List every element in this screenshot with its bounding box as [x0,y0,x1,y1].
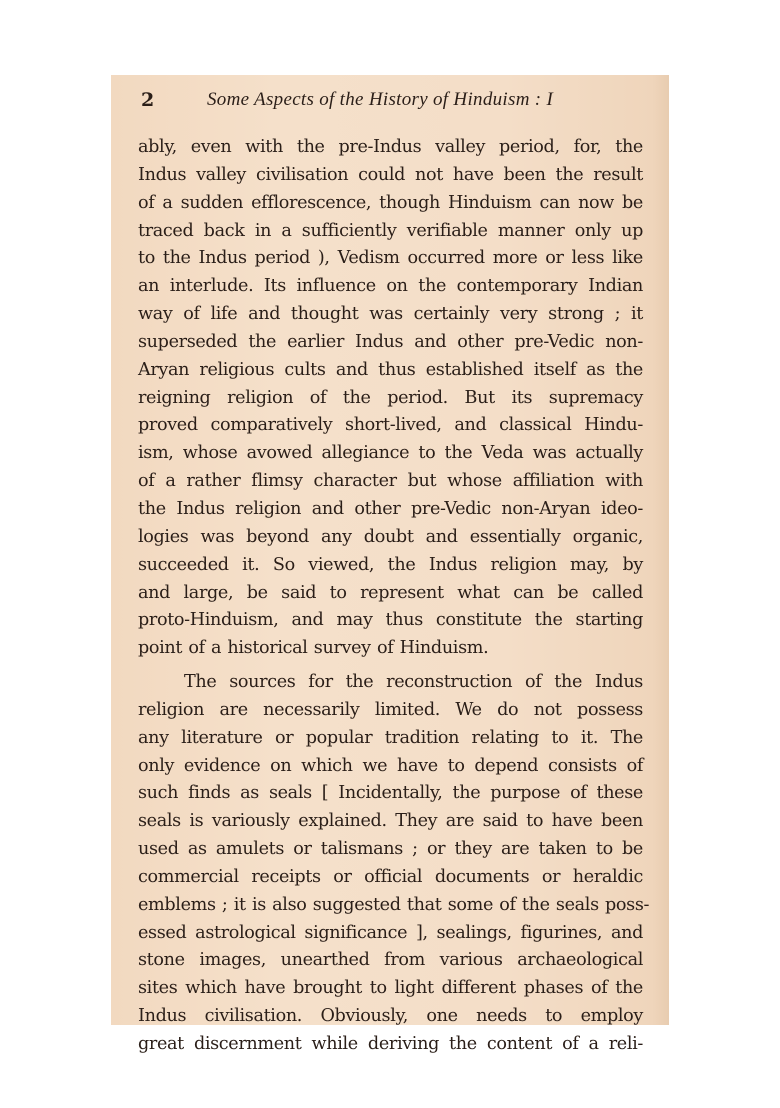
text-line: traced back in a sufficiently verifiable manner only up [138,220,643,241]
text-line: such finds as seals [ Incidentally, the purpose of these [138,783,643,804]
text-line: emblems ; it is also suggested that some of the seals poss- [138,894,650,915]
page-number: 2 [141,89,155,111]
paragraph-2 [138,669,650,1059]
text-line: point of a historical survey of Hinduism. [138,638,489,659]
text-line: religion are necessarily limited. We do not possess [138,699,643,720]
body-text [138,134,650,1059]
book-page [111,75,669,1054]
text-line: The sources for the reconstruction of the Indus [184,672,643,693]
text-line: great discernment while deriving the content of a reli- [138,1034,643,1054]
text-line: sites which have brought to light different phases of the [138,978,643,999]
text-line: of a sudden efflorescence, though Hinduism can now be [138,192,643,213]
text-line: the Indus religion and other pre-Vedic non-Aryan ideo- [138,498,643,519]
text-line: seals is variously explained. They are said to have been [138,811,643,832]
text-line: ism, whose avowed allegiance to the Veda was actually [138,443,643,464]
running-title: Some Aspects of the History of Hinduism : I [207,89,554,110]
text-line: any literature or popular tradition relating to it. The [138,727,643,748]
text-line: ably, even with the pre-Indus valley period, for, the [138,137,643,157]
text-line: Indus civilisation. Obviously, one needs to employ [138,1006,643,1027]
text-line: superseded the earlier Indus and other pre-Vedic non- [138,331,643,352]
running-header [131,89,651,117]
text-line: logies was beyond any doubt and essentially organic, [138,526,643,547]
paragraph-1 [138,134,643,663]
text-line: proved comparatively short-lived, and classical Hindu- [138,415,643,436]
text-line: stone images, unearthed from various archaeological [138,950,643,971]
text-line: commercial receipts or official documents or heraldic [138,866,643,887]
text-line: proto-Hinduism, and may thus constitute the starting [138,610,643,631]
text-line: to the Indus period ), Vedism occurred more or less like [138,248,643,269]
text-line: Indus valley civilisation could not have been the result [138,164,643,185]
text-line: Aryan religious cults and thus established itself as the [138,359,643,380]
text-line: of a rather flimsy character but whose affiliation with [138,471,643,492]
text-line: used as amulets or talismans ; or they are taken to be [138,839,643,860]
text-line: way of life and thought was certainly very strong ; it [138,304,643,325]
text-line: essed astrological significance ], sealings, figurines, and [138,922,643,943]
text-line: an interlude. Its influence on the contemporary Indian [138,276,643,297]
text-line: succeeded it. So viewed, the Indus religion may, by [138,554,643,575]
text-line: reigning religion of the period. But its supremacy [138,387,643,408]
text-line: and large, be said to represent what can be called [138,582,643,603]
text-line: only evidence on which we have to depend consists of [138,755,643,776]
